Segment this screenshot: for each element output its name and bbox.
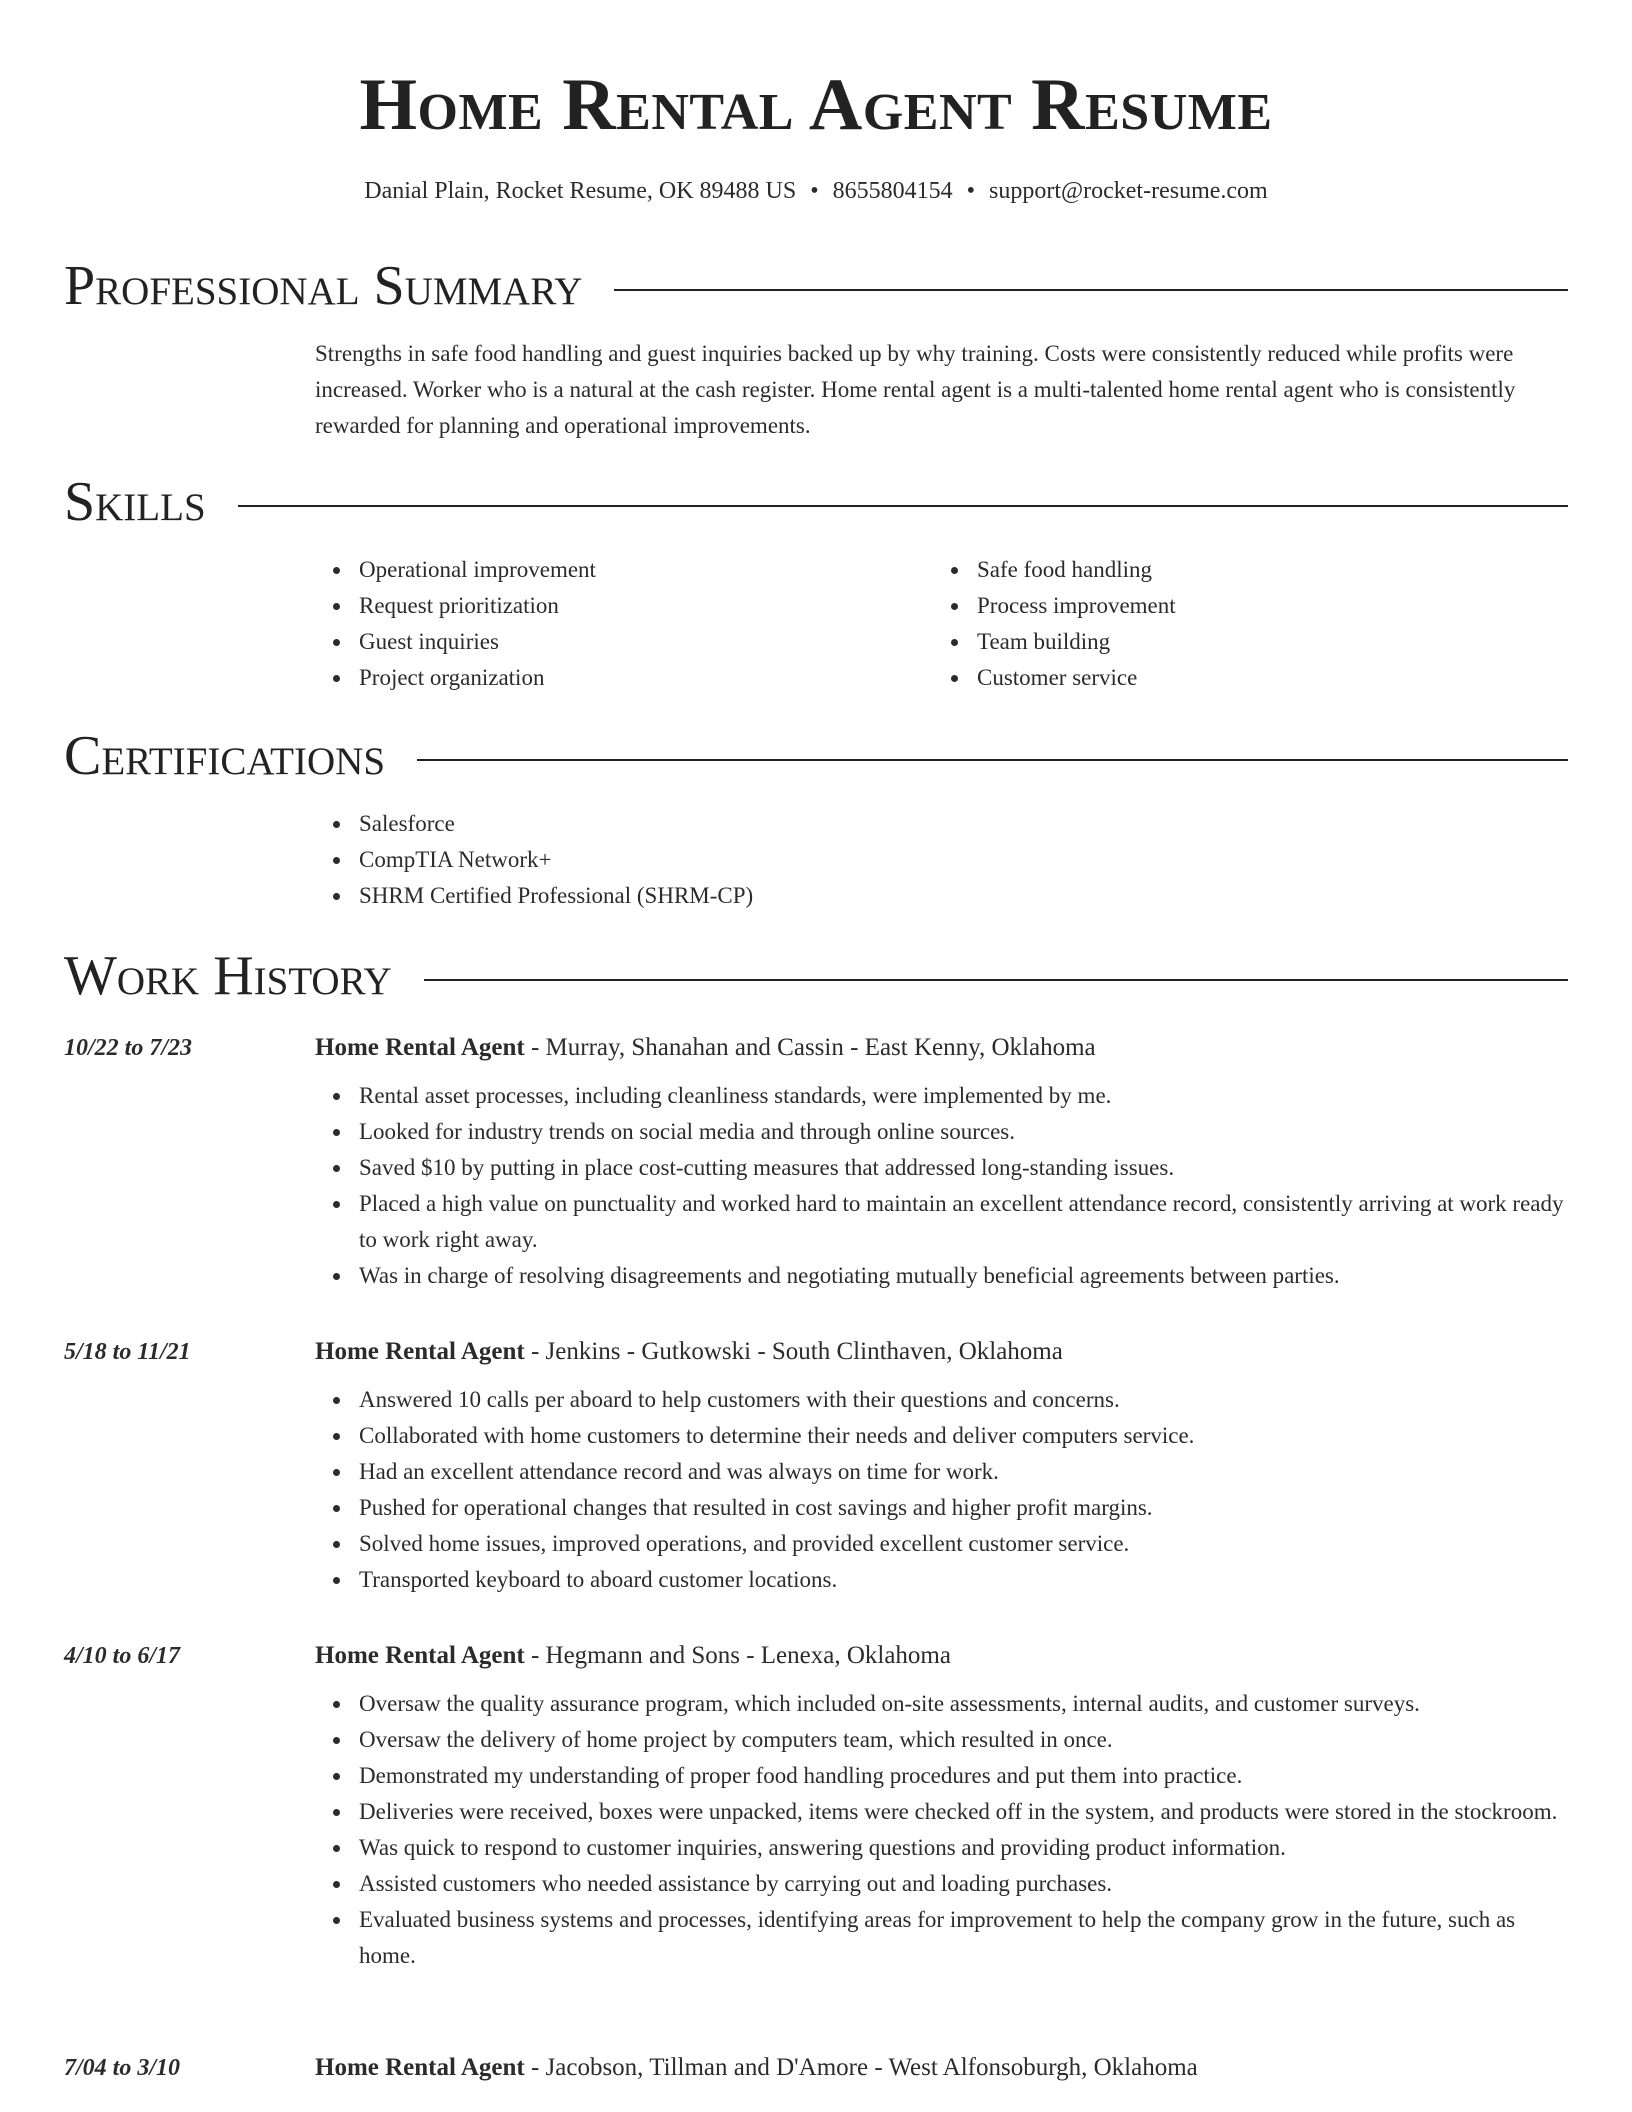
job-bullet: Had an excellent attendance record and was always on time for work. bbox=[315, 1454, 1568, 1490]
summary-heading: Professional Summary bbox=[64, 255, 583, 317]
job-bullet: Solved home issues, improved operations, and provided excellent customer service. bbox=[315, 1526, 1568, 1562]
skill-item: Guest inquiries bbox=[315, 624, 933, 660]
summary-section-header bbox=[64, 254, 1568, 318]
job-heading bbox=[315, 1032, 1096, 1064]
job-title: Home Rental Agent bbox=[315, 1338, 525, 1365]
job-bullet: Evaluated business systems and processes, identifying areas for improvement to help the company grow in the future, such as home. bbox=[315, 1902, 1568, 1974]
skill-item: Customer service bbox=[933, 660, 1568, 696]
section-divider bbox=[614, 289, 1568, 291]
summary-text: Strengths in safe food handling and guest inquiries backed up by why training. Costs were consistently reduced while profits were increased. Worker who is a natural at the cash register. Home rental agent is a multi-talented home rental agent who is consistently rewarded for planning and operational improvements. bbox=[315, 341, 1516, 438]
job-dates: 4/10 to 6/17 bbox=[64, 1643, 181, 1669]
job-bullet: Looked for industry trends on social media and through online sources. bbox=[315, 1114, 1568, 1150]
skill-item: Team building bbox=[933, 624, 1568, 660]
job-employer: - Jacobson, Tillman and D'Amore - West Alfonsoburgh, Oklahoma bbox=[524, 2054, 1198, 2081]
contact-line bbox=[0, 176, 1632, 206]
job-title: Home Rental Agent bbox=[315, 2054, 525, 2081]
skill-item: Process improvement bbox=[933, 588, 1568, 624]
job-heading bbox=[315, 1336, 1063, 1368]
section-divider bbox=[424, 979, 1568, 981]
job-bullet: Saved $10 by putting in place cost-cutting measures that addressed long-standing issues. bbox=[315, 1150, 1568, 1186]
job-employer: - Murray, Shanahan and Cassin - East Kenny, Oklahoma bbox=[524, 1034, 1096, 1061]
skill-item: Request prioritization bbox=[315, 588, 933, 624]
job-bullet: Placed a high value on punctuality and worked hard to maintain an excellent attendance record, consistently arriving at work ready to work right away. bbox=[315, 1186, 1568, 1258]
skills-column-left bbox=[315, 552, 933, 696]
certifications-list bbox=[315, 806, 1568, 914]
page-title: Home Rental Agent Resume bbox=[359, 64, 1273, 146]
skills-section-header bbox=[64, 470, 1568, 534]
skills-heading: Skills bbox=[64, 471, 206, 533]
job-title: Home Rental Agent bbox=[315, 1034, 525, 1061]
contact-email: support@rocket-resume.com bbox=[989, 178, 1268, 204]
skills-list bbox=[315, 552, 1568, 696]
skill-item: Operational improvement bbox=[315, 552, 933, 588]
job-heading bbox=[315, 1640, 951, 1672]
contact-separator: • bbox=[966, 178, 976, 204]
job-bullet: Deliveries were received, boxes were unpacked, items were checked off in the system, and products were stored in the stockroom. bbox=[315, 1794, 1568, 1830]
job-bullet: Was quick to respond to customer inquiries, answering questions and providing product information. bbox=[315, 1830, 1568, 1866]
job-bullet: Pushed for operational changes that resulted in cost savings and higher profit margins. bbox=[315, 1490, 1568, 1526]
certification-item: Salesforce bbox=[315, 806, 1568, 842]
certifications-section-header bbox=[64, 724, 1568, 788]
contact-address: Danial Plain, Rocket Resume, OK 89488 US bbox=[364, 178, 797, 204]
job-bullet: Collaborated with home customers to determine their needs and deliver computers service. bbox=[315, 1418, 1568, 1454]
job-bullets bbox=[315, 1078, 1568, 1294]
skill-item: Safe food handling bbox=[933, 552, 1568, 588]
contact-separator: • bbox=[810, 178, 819, 204]
job-bullet: Oversaw the delivery of home project by computers team, which resulted in once. bbox=[315, 1722, 1568, 1758]
job-bullet: Demonstrated my understanding of proper food handling procedures and put them into practice. bbox=[315, 1758, 1568, 1794]
job-bullet: Rental asset processes, including cleanliness standards, were implemented by me. bbox=[315, 1078, 1568, 1114]
skills-column-right bbox=[933, 552, 1568, 696]
job-bullets bbox=[315, 1686, 1568, 1974]
skill-item: Project organization bbox=[315, 660, 933, 696]
job-bullet: Answered 10 calls per aboard to help customers with their questions and concerns. bbox=[315, 1382, 1568, 1418]
job-title: Home Rental Agent bbox=[315, 1642, 525, 1669]
job-dates: 10/22 to 7/23 bbox=[64, 1035, 193, 1061]
certification-item: CompTIA Network+ bbox=[315, 842, 1568, 878]
section-divider bbox=[417, 759, 1568, 761]
contact-phone: 8655804154 bbox=[832, 178, 953, 204]
job-dates: 7/04 to 3/10 bbox=[64, 2055, 181, 2081]
job-heading bbox=[315, 2052, 1198, 2084]
job-bullet: Was in charge of resolving disagreements and negotiating mutually beneficial agreements between parties. bbox=[315, 1258, 1568, 1294]
work-history-section-header bbox=[64, 944, 1568, 1008]
job-employer: - Jenkins - Gutkowski - South Clinthaven, Oklahoma bbox=[524, 1338, 1063, 1365]
job-bullet: Oversaw the quality assurance program, which included on-site assessments, internal audits, and customer surveys. bbox=[315, 1686, 1568, 1722]
job-employer: - Hegmann and Sons - Lenexa, Oklahoma bbox=[524, 1642, 951, 1669]
job-bullet: Transported keyboard to aboard customer locations. bbox=[315, 1562, 1568, 1598]
work-history-heading: Work History bbox=[64, 945, 392, 1007]
certifications-heading: Certifications bbox=[64, 725, 386, 787]
certification-item: SHRM Certified Professional (SHRM-CP) bbox=[315, 878, 1568, 914]
section-divider bbox=[238, 505, 1568, 507]
job-bullets bbox=[315, 1382, 1568, 1598]
job-bullet: Assisted customers who needed assistance by carrying out and loading purchases. bbox=[315, 1866, 1568, 1902]
job-dates: 5/18 to 11/21 bbox=[64, 1339, 191, 1365]
